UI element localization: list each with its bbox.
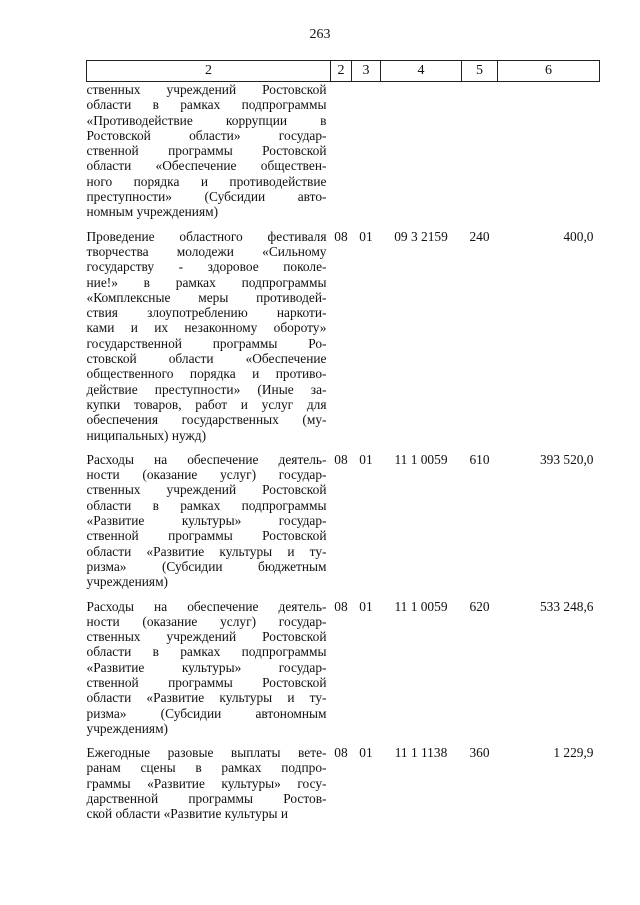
- target-article-code: [381, 82, 462, 229]
- description-line: дарственной программы Ростов-: [86, 791, 327, 807]
- description-line: области «Развитие культуры и ту-: [86, 543, 327, 559]
- description-line: купки товаров, работ и услуг для: [86, 396, 327, 412]
- description-line: ризма» (Субсидии бюджетным: [86, 558, 327, 574]
- description-line: преступности» (Субсидии авто-: [86, 189, 327, 205]
- section-code: 08: [334, 598, 348, 614]
- description-line: Ростовской области» государ-: [86, 127, 327, 143]
- expense-type-code: [462, 82, 498, 229]
- description-line: номным учреждениям): [86, 204, 219, 220]
- row-description: [87, 82, 331, 229]
- subsection-code: 01: [359, 598, 373, 614]
- description-line: Расходы на обеспечение деятель-: [86, 598, 327, 614]
- target-article-code: 09 3 2159: [394, 228, 448, 244]
- description-line: ние!» в рамках подпрограммы: [86, 274, 327, 290]
- description-line: области в рамках подпрограммы: [86, 97, 327, 113]
- header-cell: 3: [352, 61, 381, 82]
- table-row: [87, 82, 600, 229]
- target-article-code: 11 1 0059: [394, 451, 448, 467]
- description-line: ками и их незаконному обороту»: [86, 320, 327, 336]
- header-cell: 2: [87, 61, 331, 82]
- description-line: ственной программы Ростовской: [86, 674, 327, 690]
- section-code: [331, 82, 352, 229]
- page-number: 263: [309, 27, 331, 42]
- expense-type-code: 240: [469, 228, 490, 244]
- amount: 400,0: [563, 228, 594, 244]
- table-row: [87, 452, 600, 599]
- table-row: [87, 599, 600, 746]
- description-line: ственной программы Ростовской: [86, 528, 327, 544]
- table-row: [87, 745, 600, 821]
- description-line: государственной программы Ро-: [86, 335, 327, 351]
- description-line: ственных учреждений Ростовской: [86, 629, 327, 645]
- description-line: ской области «Развитие культуры и: [86, 806, 289, 822]
- description-line: учреждениям): [86, 720, 169, 736]
- header-cell: 4: [381, 61, 462, 82]
- header-cell: 6: [498, 61, 600, 82]
- description-line: ственных учреждений Ростовской: [86, 482, 327, 498]
- description-line: «Развитие культуры» государ-: [86, 513, 327, 529]
- amount: [498, 82, 600, 229]
- row-description: [87, 452, 331, 599]
- subsection-code: [352, 82, 381, 229]
- description-line: ствия злоупотреблению наркоти-: [86, 305, 327, 321]
- expense-type-code: 610: [469, 451, 490, 467]
- amount: 393 520,0: [539, 451, 594, 467]
- row-description: [87, 745, 331, 821]
- description-line: действие преступности» (Иные за-: [86, 381, 327, 397]
- description-line: общественного порядка и противо-: [86, 366, 327, 382]
- row-description: [87, 599, 331, 746]
- description-line: ризма» (Субсидии автономным: [86, 705, 327, 721]
- target-article-code: 11 1 1138: [394, 745, 448, 761]
- description-line: Расходы на обеспечение деятель-: [86, 451, 327, 467]
- expense-type-code: 620: [469, 598, 490, 614]
- description-line: Ежегодные разовые выплаты вете-: [86, 745, 327, 761]
- subsection-code: 01: [359, 451, 373, 467]
- description-line: ного порядка и противодействие: [86, 173, 327, 189]
- description-line: стовской области «Обеспечение: [86, 351, 327, 367]
- description-line: учреждениям): [86, 574, 169, 590]
- target-article-code: 11 1 0059: [394, 598, 448, 614]
- description-line: обеспечения государственных (му-: [86, 412, 327, 428]
- description-line: ственных учреждений Ростовской: [86, 82, 327, 97]
- description-line: государству - здоровое поколе-: [86, 259, 327, 275]
- subsection-code: 01: [359, 228, 373, 244]
- header-cell: 5: [462, 61, 498, 82]
- description-line: ранам сцены в рамках подпро-: [86, 760, 327, 776]
- description-line: граммы «Развитие культуры» госу-: [86, 775, 327, 791]
- description-line: творчества молодежи «Сильному: [86, 243, 327, 259]
- header-row: [87, 61, 600, 82]
- description-line: ности (оказание услуг) государ-: [86, 613, 327, 629]
- description-line: «Противодействие коррупции в: [86, 112, 327, 128]
- budget-table: [86, 60, 600, 822]
- header-cell: 2: [331, 61, 352, 82]
- expense-type-code: 360: [469, 745, 490, 761]
- amount: 1 229,9: [553, 745, 594, 761]
- description-line: ниципальных) нужд): [86, 427, 207, 443]
- description-line: области в рамках подпрограммы: [86, 644, 327, 660]
- description-line: «Комплексные меры противодей-: [86, 289, 327, 305]
- subsection-code: 01: [359, 745, 373, 761]
- description-line: ственной программы Ростовской: [86, 143, 327, 159]
- description-line: Проведение областного фестиваля: [86, 228, 327, 244]
- description-line: области «Обеспечение обществен-: [86, 158, 327, 174]
- description-line: области в рамках подпрограммы: [86, 497, 327, 513]
- section-code: 08: [334, 451, 348, 467]
- section-code: 08: [334, 745, 348, 761]
- description-line: области «Развитие культуры и ту-: [86, 690, 327, 706]
- row-description: [87, 229, 331, 452]
- amount: 533 248,6: [539, 598, 594, 614]
- description-line: ности (оказание услуг) государ-: [86, 467, 327, 483]
- table-row: [87, 229, 600, 452]
- description-line: «Развитие культуры» государ-: [86, 659, 327, 675]
- section-code: 08: [334, 228, 348, 244]
